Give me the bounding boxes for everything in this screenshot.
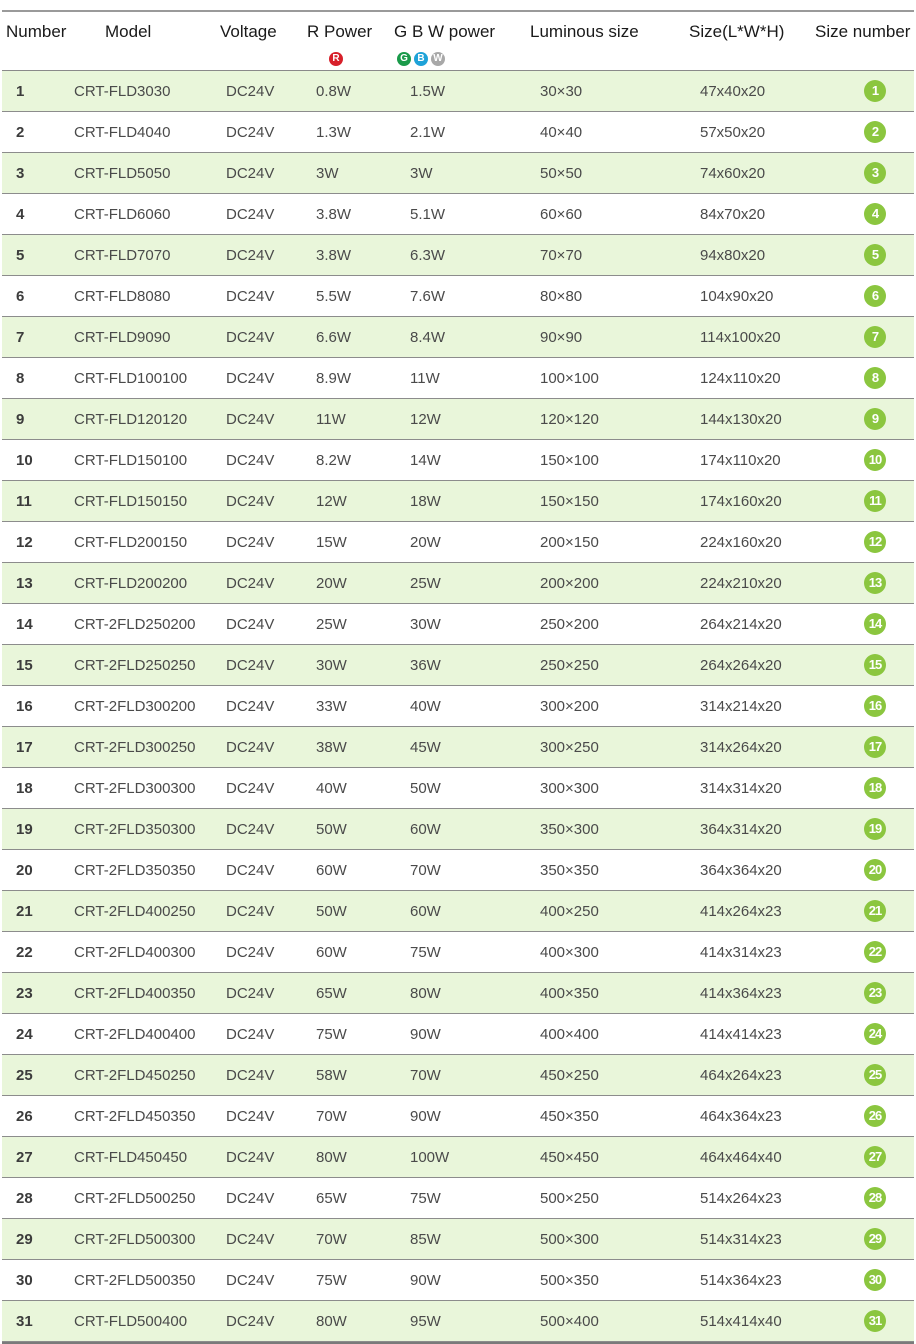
row-luminous-size: 350×350 [540,862,599,879]
row-number: 22 [16,944,33,961]
row-gbw-power: 25W [410,575,441,592]
row-voltage: DC24V [226,1272,275,1289]
size-number-badge: 26 [864,1105,886,1127]
row-r-power: 80W [316,1313,347,1330]
row-size: 264x214x20 [700,616,782,633]
header-size: Size(L*W*H) [689,22,785,41]
row-model: CRT-FLD4040 [74,124,171,141]
row-size: 464x364x23 [700,1108,782,1125]
row-size: 364x364x20 [700,862,782,879]
row-luminous-size: 400×350 [540,985,599,1002]
row-number: 12 [16,534,33,551]
row-number: 23 [16,985,33,1002]
row-gbw-power: 12W [410,411,441,428]
row-voltage: DC24V [226,1067,275,1084]
row-voltage: DC24V [226,1313,275,1330]
size-number-badge: 3 [864,162,886,184]
row-model: CRT-FLD500400 [74,1313,188,1330]
row-size: 314x314x20 [700,780,782,797]
row-r-power: 12W [316,493,347,510]
row-voltage: DC24V [226,575,275,592]
table-row [2,276,914,317]
row-number: 3 [16,165,25,182]
table-row [2,1301,914,1342]
row-r-power: 30W [316,657,347,674]
row-voltage: DC24V [226,985,275,1002]
row-model: CRT-2FLD450350 [74,1108,196,1125]
row-gbw-power: 6.3W [410,247,446,264]
header-model: Model [105,22,152,41]
table-row [2,563,914,604]
row-size: 174x160x20 [700,493,782,510]
row-gbw-power: 40W [410,698,441,715]
row-voltage: DC24V [226,1026,275,1043]
size-number-badge: 19 [864,818,886,840]
row-luminous-size: 120×120 [540,411,599,428]
row-gbw-power: 36W [410,657,441,674]
table-body [2,71,914,1342]
size-number-badge: 25 [864,1064,886,1086]
row-model: CRT-2FLD400250 [74,903,196,920]
row-model: CRT-2FLD300300 [74,780,196,797]
table-row [2,809,914,850]
size-number-badge: 24 [864,1023,886,1045]
row-model: CRT-2FLD250200 [74,616,196,633]
row-number: 10 [16,452,33,469]
row-model: CRT-FLD200200 [74,575,188,592]
size-number-badge: 31 [864,1310,886,1332]
row-number: 2 [16,124,25,141]
row-r-power: 25W [316,616,347,633]
row-voltage: DC24V [226,944,275,961]
row-size: 264x264x20 [700,657,782,674]
row-r-power: 58W [316,1067,347,1084]
row-size: 414x414x23 [700,1026,782,1043]
row-gbw-power: 90W [410,1026,441,1043]
row-luminous-size: 40×40 [540,124,583,141]
table-row [2,1014,914,1055]
size-number-badge: 6 [864,285,886,307]
row-size: 47x40x20 [700,83,766,100]
row-model: CRT-FLD150150 [74,493,188,510]
row-model: CRT-FLD150100 [74,452,188,469]
row-voltage: DC24V [226,903,275,920]
row-number: 8 [16,370,25,387]
row-number: 27 [16,1149,33,1166]
row-number: 14 [16,616,33,633]
row-model: CRT-2FLD300250 [74,739,196,756]
row-r-power: 11W [316,411,346,428]
row-number: 16 [16,698,33,715]
row-r-power: 20W [316,575,347,592]
row-model: CRT-2FLD400350 [74,985,196,1002]
row-gbw-power: 50W [410,780,441,797]
size-number-badge: 17 [864,736,886,758]
row-size: 414x264x23 [700,903,782,920]
table-row [2,1055,914,1096]
table-row [2,932,914,973]
row-size: 414x364x23 [700,985,782,1002]
row-size: 174x110x20 [700,452,781,469]
row-size: 224x160x20 [700,534,782,551]
row-size: 224x210x20 [700,575,782,592]
red-channel-icon: R [329,52,343,66]
row-luminous-size: 200×150 [540,534,599,551]
row-gbw-power: 90W [410,1272,441,1289]
row-size: 94x80x20 [700,247,766,264]
size-number-badge: 20 [864,859,886,881]
row-luminous-size: 50×50 [540,165,583,182]
row-number: 30 [16,1272,33,1289]
header-luminous-size: Luminous size [530,22,639,41]
size-number-badge: 1 [864,80,886,102]
row-voltage: DC24V [226,247,275,264]
row-number: 9 [16,411,25,428]
row-size: 464x264x23 [700,1067,782,1084]
table-row [2,891,914,932]
row-gbw-power: 60W [410,821,441,838]
size-number-badge: 15 [864,654,886,676]
row-luminous-size: 150×150 [540,493,599,510]
row-r-power: 6.6W [316,329,352,346]
row-model: CRT-FLD7070 [74,247,171,264]
row-size: 104x90x20 [700,288,774,305]
size-number-badge: 28 [864,1187,886,1209]
row-voltage: DC24V [226,452,275,469]
row-voltage: DC24V [226,862,275,879]
row-number: 17 [16,739,33,756]
size-number-badge: 21 [864,900,886,922]
row-luminous-size: 80×80 [540,288,583,305]
table-header [2,12,914,71]
row-voltage: DC24V [226,83,275,100]
table-row [2,1260,914,1301]
row-r-power: 50W [316,821,347,838]
row-number: 4 [16,206,25,223]
row-gbw-power: 2.1W [410,124,446,141]
row-luminous-size: 400×250 [540,903,599,920]
row-size: 84x70x20 [700,206,766,223]
table-row [2,235,914,276]
header-gbw-power: G B W power [394,22,496,41]
row-voltage: DC24V [226,616,275,633]
table-row [2,153,914,194]
row-r-power: 15W [316,534,347,551]
row-luminous-size: 300×200 [540,698,599,715]
row-luminous-size: 500×300 [540,1231,599,1248]
header-r-power: R Power [307,22,373,41]
row-voltage: DC24V [226,1149,275,1166]
table-row [2,973,914,1014]
size-number-badge: 5 [864,244,886,266]
row-model: CRT-2FLD300200 [74,698,196,715]
size-number-badge: 13 [864,572,886,594]
size-number-badge: 4 [864,203,886,225]
table-row [2,1096,914,1137]
row-luminous-size: 450×450 [540,1149,599,1166]
row-r-power: 70W [316,1108,347,1125]
row-luminous-size: 500×250 [540,1190,599,1207]
size-number-badge: 27 [864,1146,886,1168]
row-r-power: 3.8W [316,206,352,223]
row-size: 464x464x40 [700,1149,782,1166]
size-number-badge: 29 [864,1228,886,1250]
row-size: 514x364x23 [700,1272,782,1289]
row-number: 26 [16,1108,33,1125]
row-number: 29 [16,1231,33,1248]
table-row [2,768,914,809]
row-gbw-power: 80W [410,985,441,1002]
row-gbw-power: 11W [410,370,440,387]
row-gbw-power: 30W [410,616,441,633]
row-gbw-power: 100W [410,1149,450,1166]
row-number: 7 [16,329,25,346]
green-channel-icon: G [397,52,411,66]
row-number: 15 [16,657,33,674]
size-number-badge: 12 [864,531,886,553]
row-luminous-size: 450×250 [540,1067,599,1084]
row-r-power: 38W [316,739,347,756]
row-size: 414x314x23 [700,944,782,961]
row-r-power: 70W [316,1231,347,1248]
row-model: CRT-FLD3030 [74,83,171,100]
row-luminous-size: 30×30 [540,83,583,100]
row-size: 514x414x40 [700,1313,782,1330]
row-size: 514x314x23 [700,1231,782,1248]
row-r-power: 65W [316,1190,347,1207]
header-size-number: Size number [815,22,911,41]
gbw-color-badges [397,52,445,66]
row-luminous-size: 400×300 [540,944,599,961]
size-number-badge: 30 [864,1269,886,1291]
row-luminous-size: 90×90 [540,329,583,346]
table-row [2,686,914,727]
row-r-power: 5.5W [316,288,352,305]
row-size: 57x50x20 [700,124,766,141]
table-row [2,112,914,153]
row-model: CRT-2FLD350300 [74,821,196,838]
table-row [2,1137,914,1178]
table-row [2,1219,914,1260]
row-model: CRT-FLD100100 [74,370,188,387]
size-number-badge: 9 [864,408,886,430]
r-color-badges [329,52,343,66]
row-number: 24 [16,1026,33,1043]
row-model: CRT-2FLD500300 [74,1231,196,1248]
row-model: CRT-FLD9090 [74,329,171,346]
row-gbw-power: 14W [410,452,441,469]
row-luminous-size: 150×100 [540,452,599,469]
table-row [2,71,914,112]
row-size: 514x264x23 [700,1190,782,1207]
row-luminous-size: 60×60 [540,206,583,223]
size-number-badge: 14 [864,613,886,635]
row-number: 20 [16,862,33,879]
row-voltage: DC24V [226,124,275,141]
row-gbw-power: 5.1W [410,206,446,223]
row-model: CRT-2FLD350350 [74,862,196,879]
table-row [2,194,914,235]
row-model: CRT-FLD8080 [74,288,171,305]
row-luminous-size: 200×200 [540,575,599,592]
table-row [2,358,914,399]
row-voltage: DC24V [226,288,275,305]
row-number: 25 [16,1067,33,1084]
row-size: 364x314x20 [700,821,782,838]
table-row [2,645,914,686]
table-row [2,481,914,522]
row-number: 6 [16,288,25,305]
size-number-badge: 2 [864,121,886,143]
row-luminous-size: 500×350 [540,1272,599,1289]
row-voltage: DC24V [226,165,275,182]
table-row [2,440,914,481]
row-model: CRT-FLD120120 [74,411,188,428]
header-number: Number [6,22,67,41]
row-r-power: 1.3W [316,124,352,141]
row-gbw-power: 70W [410,862,441,879]
row-voltage: DC24V [226,1231,275,1248]
blue-channel-icon: B [414,52,428,66]
row-voltage: DC24V [226,821,275,838]
size-number-badge: 23 [864,982,886,1004]
row-luminous-size: 250×200 [540,616,599,633]
size-number-badge: 18 [864,777,886,799]
table-row [2,850,914,891]
row-number: 5 [16,247,25,264]
row-luminous-size: 500×400 [540,1313,599,1330]
row-luminous-size: 250×250 [540,657,599,674]
row-gbw-power: 7.6W [410,288,446,305]
row-r-power: 3.8W [316,247,352,264]
row-gbw-power: 3W [410,165,433,182]
row-number: 19 [16,821,33,838]
row-r-power: 75W [316,1026,347,1043]
table-row [2,727,914,768]
row-model: CRT-2FLD500250 [74,1190,196,1207]
row-model: CRT-2FLD450250 [74,1067,196,1084]
row-gbw-power: 90W [410,1108,441,1125]
size-number-badge: 11 [864,490,886,512]
row-r-power: 0.8W [316,83,352,100]
row-model: CRT-FLD5050 [74,165,171,182]
row-gbw-power: 75W [410,1190,441,1207]
row-luminous-size: 400×400 [540,1026,599,1043]
table-row [2,604,914,645]
row-r-power: 3W [316,165,339,182]
row-r-power: 60W [316,862,347,879]
row-model: CRT-FLD6060 [74,206,171,223]
row-size: 124x110x20 [700,370,781,387]
table-row [2,317,914,358]
table-row [2,399,914,440]
row-voltage: DC24V [226,370,275,387]
row-voltage: DC24V [226,780,275,797]
row-size: 74x60x20 [700,165,766,182]
row-r-power: 75W [316,1272,347,1289]
white-channel-icon: W [431,52,445,66]
row-size: 144x130x20 [700,411,782,428]
table-row [2,522,914,563]
size-number-badge: 16 [864,695,886,717]
row-model: CRT-2FLD400400 [74,1026,196,1043]
row-luminous-size: 300×300 [540,780,599,797]
spec-table [2,10,914,1344]
row-luminous-size: 450×350 [540,1108,599,1125]
row-r-power: 65W [316,985,347,1002]
row-r-power: 40W [316,780,347,797]
row-luminous-size: 100×100 [540,370,599,387]
table-row [2,1178,914,1219]
row-gbw-power: 70W [410,1067,441,1084]
row-number: 13 [16,575,33,592]
row-gbw-power: 85W [410,1231,441,1248]
row-voltage: DC24V [226,206,275,223]
size-number-badge: 22 [864,941,886,963]
size-number-badge: 7 [864,326,886,348]
row-voltage: DC24V [226,657,275,674]
row-r-power: 80W [316,1149,347,1166]
row-voltage: DC24V [226,1108,275,1125]
row-luminous-size: 300×250 [540,739,599,756]
row-gbw-power: 8.4W [410,329,446,346]
size-number-badge: 8 [864,367,886,389]
row-gbw-power: 60W [410,903,441,920]
row-model: CRT-2FLD250250 [74,657,196,674]
row-model: CRT-FLD450450 [74,1149,188,1166]
row-voltage: DC24V [226,329,275,346]
row-size: 314x264x20 [700,739,782,756]
row-voltage: DC24V [226,1190,275,1207]
row-model: CRT-FLD200150 [74,534,188,551]
row-gbw-power: 45W [410,739,441,756]
row-model: CRT-2FLD500350 [74,1272,196,1289]
row-number: 31 [16,1313,33,1330]
size-number-badge: 10 [864,449,886,471]
row-size: 114x100x20 [700,329,781,346]
row-number: 11 [16,493,32,510]
row-number: 18 [16,780,33,797]
row-voltage: DC24V [226,739,275,756]
row-gbw-power: 18W [410,493,441,510]
row-number: 1 [16,83,25,100]
row-r-power: 60W [316,944,347,961]
row-r-power: 8.9W [316,370,352,387]
row-voltage: DC24V [226,411,275,428]
row-luminous-size: 350×300 [540,821,599,838]
row-r-power: 33W [316,698,347,715]
row-luminous-size: 70×70 [540,247,583,264]
row-voltage: DC24V [226,534,275,551]
row-number: 21 [16,903,33,920]
row-voltage: DC24V [226,698,275,715]
row-r-power: 50W [316,903,347,920]
header-voltage: Voltage [220,22,277,41]
row-size: 314x214x20 [700,698,782,715]
row-r-power: 8.2W [316,452,352,469]
row-gbw-power: 1.5W [410,83,446,100]
row-model: CRT-2FLD400300 [74,944,196,961]
row-gbw-power: 75W [410,944,441,961]
row-gbw-power: 95W [410,1313,441,1330]
row-number: 28 [16,1190,33,1207]
row-gbw-power: 20W [410,534,441,551]
row-voltage: DC24V [226,493,275,510]
